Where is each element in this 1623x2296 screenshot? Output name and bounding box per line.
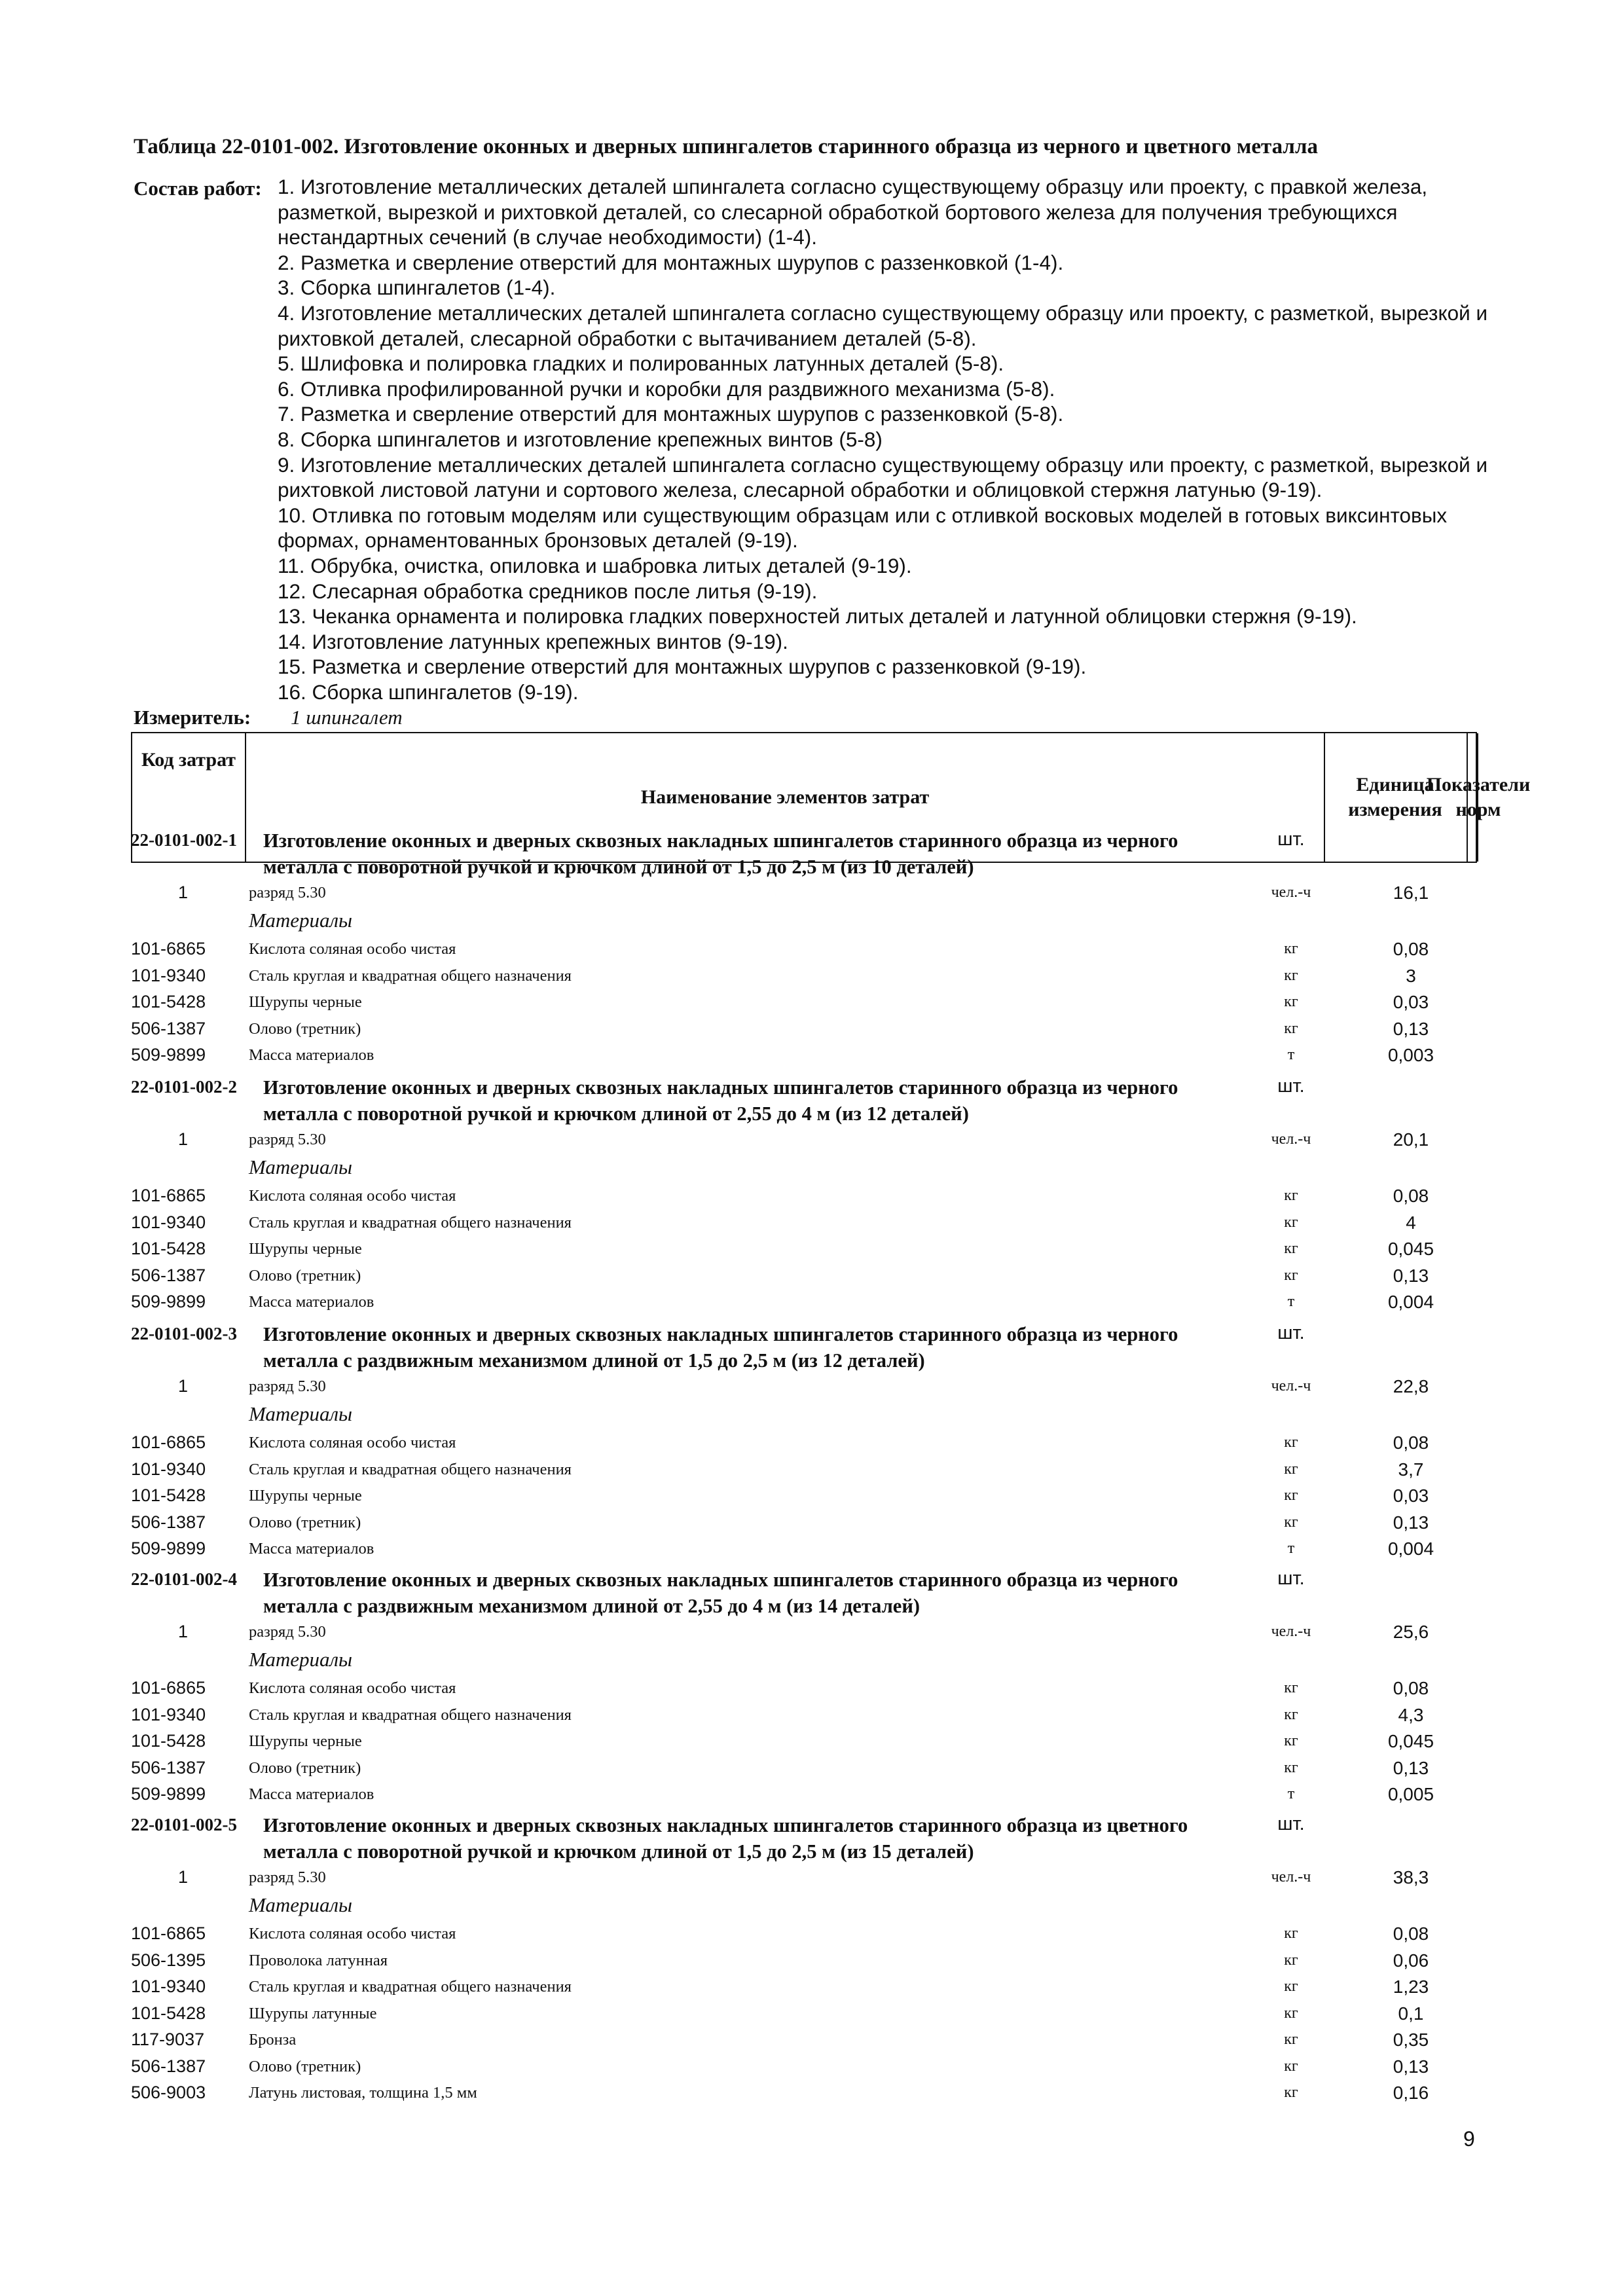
material-code: 101-9340 [131, 1212, 206, 1232]
material-code: 509-9899 [131, 1045, 206, 1065]
labor-name: разряд 5.30 [249, 884, 326, 902]
material-name: Олово (третник) [249, 1513, 361, 1531]
header-name: Наименование элементов затрат [246, 733, 1325, 862]
material-name: Кислота соляная особо чистая [249, 1925, 456, 1942]
material-value: 0,08 [1393, 1432, 1429, 1453]
section-unit: шт. [1277, 829, 1305, 850]
material-unit: кг [1284, 2057, 1298, 2075]
labor-name: разряд 5.30 [249, 1868, 326, 1886]
material-code: 506-1387 [131, 1757, 206, 1777]
work-item: 7. Разметка и сверление отверстий для монтажных шурупов с раззенковкой (5-8). [278, 402, 1064, 426]
labor-value: 25,6 [1393, 1622, 1429, 1642]
material-unit: кг [1284, 1758, 1298, 1776]
measure-value: 1 шпингалет [291, 706, 403, 729]
work-item: 14. Изготовление латунных крепежных винтов (9-19). [278, 629, 788, 653]
material-code: 509-9899 [131, 1784, 206, 1804]
header-norm: Показатели норм [1477, 733, 1478, 862]
material-unit: кг [1284, 1487, 1298, 1504]
material-name: Олово (третник) [249, 1266, 361, 1285]
material-name: Шурупы черные [249, 993, 362, 1011]
material-name: Кислота соляная особо чистая [249, 940, 456, 958]
section-title: Изготовление оконных и дверных сквозных накладных шпингалетов старинного образца из черного металла с поворотной ручкой и крючком длиной от 2,55 до 4 м (из 12 деталей) [263, 1076, 1178, 1125]
section-unit: шт. [1277, 1076, 1305, 1097]
material-code: 101-5428 [131, 992, 206, 1011]
section-title: Изготовление оконных и дверных сквозных накладных шпингалетов старинного образца из черного металла с поворотной ручкой и крючком длиной от 1,5 до 2,5 м (из 10 деталей) [263, 829, 1178, 878]
material-name: Масса материалов [249, 1785, 374, 1803]
material-value: 0,08 [1393, 939, 1429, 959]
section-code: 22-0101-002-4 [131, 1569, 237, 1589]
material-code: 117-9037 [131, 2030, 205, 2049]
work-item: 16. Сборка шпингалетов (9-19). [278, 680, 579, 704]
material-code: 506-1387 [131, 1265, 206, 1285]
material-name: Бронза [249, 2031, 297, 2049]
material-value: 0,1 [1398, 2003, 1424, 2024]
material-code: 101-5428 [131, 2003, 206, 2023]
material-name: Кислота соляная особо чистая [249, 1434, 456, 1451]
header-code: Код затрат [132, 733, 246, 862]
section-unit: шт. [1277, 1322, 1305, 1343]
material-value: 3,7 [1398, 1459, 1424, 1480]
material-name: Сталь круглая и квадратная общего назначения [249, 1978, 572, 1995]
material-name: Масса материалов [249, 1293, 374, 1311]
material-code: 101-5428 [131, 1485, 206, 1505]
material-unit: кг [1284, 1978, 1298, 1995]
material-value: 0,06 [1393, 1950, 1429, 1971]
material-name: Сталь круглая и квадратная общего назначения [249, 1705, 572, 1724]
material-code: 101-5428 [131, 1239, 206, 1258]
work-item: 15. Разметка и сверление отверстий для монтажных шурупов с раззенковкой (9-19). [278, 655, 1087, 679]
material-value: 0,03 [1393, 1485, 1429, 1506]
material-code: 101-9340 [131, 1704, 206, 1724]
work-item: 8. Сборка шпингалетов и изготовление крепежных винтов (5-8) [278, 427, 883, 451]
work-item: 10. Отливка по готовым моделям или существующим образцам или с отливкой восковых моделей в готовых виксинтовых формах, орнаментованных бронзовых деталей (9-19). [278, 503, 1448, 553]
material-value: 4,3 [1398, 1704, 1424, 1725]
work-item: 2. Разметка и сверление отверстий для монтажных шурупов с раззенковкой (1-4). [278, 250, 1064, 274]
material-value: 0,13 [1393, 1018, 1429, 1039]
material-code: 506-9003 [131, 2083, 206, 2102]
material-value: 1,23 [1393, 1977, 1429, 1997]
material-unit: кг [1284, 1019, 1298, 1037]
materials-heading: Материалы [249, 909, 353, 932]
material-name: Сталь круглая и квадратная общего назначения [249, 1460, 572, 1478]
header-unit: Единица измерения [1348, 774, 1442, 820]
material-name: Олово (третник) [249, 1758, 361, 1777]
material-value: 0,08 [1393, 1678, 1429, 1698]
material-unit: т [1287, 1785, 1295, 1802]
material-unit: кг [1284, 1925, 1298, 1942]
material-value: 3 [1406, 965, 1416, 986]
work-item: 1. Изготовление металлических деталей шпингалета согласно существующему образцу или проекту, с правкой железа, разметкой, вырезкой и рихтовкой деталей, со слесарной обработкой бортового железа для получения требующихся нестандартных сечений (в случае необходимости) (1-4). [278, 175, 1428, 249]
materials-heading: Материалы [249, 1156, 353, 1178]
material-value: 0,045 [1387, 1731, 1434, 1751]
material-value: 0,003 [1387, 1045, 1434, 1065]
section-unit: шт. [1277, 1813, 1305, 1834]
section-code: 22-0101-002-2 [131, 1077, 237, 1097]
material-value: 0,08 [1393, 1186, 1429, 1206]
material-name: Сталь круглая и квадратная общего назначения [249, 1213, 572, 1231]
material-name: Масса материалов [249, 1046, 374, 1064]
material-code: 101-9340 [131, 1459, 206, 1479]
materials-heading: Материалы [249, 1402, 353, 1425]
work-item: 12. Слесарная обработка средников после литья (9-19). [278, 579, 818, 603]
material-unit: кг [1284, 2084, 1298, 2101]
material-code: 101-6865 [131, 939, 206, 958]
material-unit: кг [1284, 1240, 1298, 1257]
material-value: 0,045 [1387, 1239, 1434, 1259]
material-code: 509-9899 [131, 1539, 206, 1558]
labor-code: 1 [178, 1129, 189, 1149]
material-value: 0,35 [1393, 2030, 1429, 2050]
work-item: 9. Изготовление металлических деталей шпингалета согласно существующему образцу или проекту, с разметкой, вырезкой и рихтовкой листовой латуни и сортового железа, слесарной обработки и облицовкой стержня латунью (9-19). [278, 452, 1488, 502]
material-unit: кг [1284, 2004, 1298, 2022]
work-item: 11. Обрубка, очистка, опиловка и шабровка литых деталей (9-19). [278, 553, 912, 577]
material-value: 4 [1406, 1212, 1416, 1233]
material-value: 0,13 [1393, 1512, 1429, 1533]
material-name: Латунь листовая, толщина 1,5 мм [249, 2084, 477, 2102]
labor-name: разряд 5.30 [249, 1623, 326, 1641]
material-code: 506-1395 [131, 1950, 206, 1970]
materials-heading: Материалы [249, 1893, 353, 1916]
section-title: Изготовление оконных и дверных сквозных накладных шпингалетов старинного образца из цветного металла с поворотной ручкой и крючком длиной от 1,5 до 2,5 м (из 15 деталей) [263, 1814, 1188, 1863]
material-unit: кг [1284, 2031, 1298, 2048]
material-unit: кг [1284, 1266, 1298, 1284]
material-value: 0,13 [1393, 1757, 1429, 1778]
work-composition-label: Состав работ: [134, 177, 262, 200]
work-item: 13. Чеканка орнамента и полировка гладких поверхностей литых деталей и латунной облицовки стержня (9-19). [278, 604, 1357, 629]
work-composition-list [278, 174, 1508, 704]
material-value: 0,13 [1393, 1265, 1429, 1286]
material-unit: кг [1284, 1434, 1298, 1451]
material-code: 101-6865 [131, 1923, 206, 1943]
material-name: Шурупы черные [249, 1240, 362, 1258]
material-name: Кислота соляная особо чистая [249, 1679, 456, 1697]
material-name: Шурупы черные [249, 1487, 362, 1504]
section-code: 22-0101-002-5 [131, 1815, 237, 1834]
material-unit: т [1287, 1540, 1295, 1557]
section-unit: шт. [1277, 1568, 1305, 1589]
labor-unit: чел.-ч [1271, 1131, 1311, 1148]
labor-code: 1 [178, 883, 189, 902]
measure-label: Измеритель: [134, 706, 251, 729]
labor-unit: чел.-ч [1271, 1868, 1311, 1886]
material-code: 509-9899 [131, 1292, 206, 1311]
material-unit: кг [1284, 1460, 1298, 1478]
labor-unit: чел.-ч [1271, 884, 1311, 901]
material-name: Сталь круглая и квадратная общего назначения [249, 966, 572, 985]
material-unit: т [1287, 1293, 1295, 1310]
work-item: 3. Сборка шпингалетов (1-4). [278, 276, 556, 300]
labor-value: 16,1 [1393, 883, 1429, 903]
material-value: 0,03 [1393, 992, 1429, 1012]
material-name: Проволока латунная [249, 1951, 388, 1969]
material-code: 506-1387 [131, 1018, 206, 1038]
material-unit: кг [1284, 1187, 1298, 1204]
material-code: 101-9340 [131, 1977, 206, 1996]
labor-code: 1 [178, 1622, 189, 1641]
material-name: Олово (третник) [249, 1019, 361, 1038]
section-code: 22-0101-002-1 [131, 830, 237, 850]
material-unit: кг [1284, 1679, 1298, 1696]
material-name: Масса материалов [249, 1540, 374, 1558]
material-unit: кг [1284, 1705, 1298, 1723]
material-name: Шурупы черные [249, 1732, 362, 1750]
material-unit: кг [1284, 1732, 1298, 1749]
labor-unit: чел.-ч [1271, 1623, 1311, 1640]
material-unit: т [1287, 1046, 1295, 1063]
section-code: 22-0101-002-3 [131, 1324, 237, 1343]
material-code: 101-6865 [131, 1432, 206, 1452]
materials-heading: Материалы [249, 1648, 353, 1671]
material-value: 0,16 [1393, 2083, 1429, 2103]
material-unit: кг [1284, 993, 1298, 1010]
material-value: 0,08 [1393, 1923, 1429, 1944]
labor-name: разряд 5.30 [249, 1131, 326, 1148]
section-title: Изготовление оконных и дверных сквозных накладных шпингалетов старинного образца из черного металла с раздвижным механизмом длиной от 1,5 до 2,5 м (из 12 деталей) [263, 1323, 1178, 1372]
material-unit: кг [1284, 940, 1298, 957]
material-code: 101-5428 [131, 1731, 206, 1751]
material-code: 506-1387 [131, 1512, 206, 1532]
material-unit: кг [1284, 1513, 1298, 1531]
labor-code: 1 [178, 1376, 189, 1396]
work-item: 4. Изготовление металлических деталей шпингалета согласно существующему образцу или проекту, с разметкой, вырезкой и рихтовкой деталей, слесарной обработки с вытачиванием деталей (5-8). [278, 301, 1488, 350]
labor-unit: чел.-ч [1271, 1377, 1311, 1394]
material-value: 0,13 [1393, 2056, 1429, 2077]
labor-value: 22,8 [1393, 1376, 1429, 1396]
material-unit: кг [1284, 966, 1298, 984]
material-code: 101-6865 [131, 1678, 206, 1698]
work-item: 5. Шлифовка и полировка гладких и полированных латунных деталей (5-8). [278, 352, 1004, 376]
material-value: 0,004 [1387, 1292, 1434, 1312]
material-unit: кг [1284, 1213, 1298, 1231]
page-number: 9 [1463, 2127, 1475, 2151]
labor-code: 1 [178, 1867, 189, 1887]
table-title: Таблица 22-0101-002. Изготовление оконных и дверных шпингалетов старинного образца из черного и цветного металла [134, 135, 1318, 158]
material-name: Шурупы латунные [249, 2004, 377, 2022]
material-code: 506-1387 [131, 2056, 206, 2076]
material-name: Олово (третник) [249, 2057, 361, 2075]
material-name: Кислота соляная особо чистая [249, 1187, 456, 1205]
work-item: 6. Отливка профилированной ручки и коробки для раздвижного механизма (5-8). [278, 376, 1055, 401]
labor-value: 38,3 [1393, 1867, 1429, 1887]
labor-value: 20,1 [1393, 1129, 1429, 1150]
section-title: Изготовление оконных и дверных сквозных накладных шпингалетов старинного образца из черного металла с раздвижным механизмом длиной от 2,55 до 4 м (из 14 деталей) [263, 1569, 1178, 1617]
material-unit: кг [1284, 1951, 1298, 1969]
labor-name: разряд 5.30 [249, 1377, 326, 1395]
material-value: 0,004 [1387, 1539, 1434, 1559]
material-code: 101-9340 [131, 965, 206, 985]
material-value: 0,005 [1387, 1784, 1434, 1804]
material-code: 101-6865 [131, 1186, 206, 1205]
